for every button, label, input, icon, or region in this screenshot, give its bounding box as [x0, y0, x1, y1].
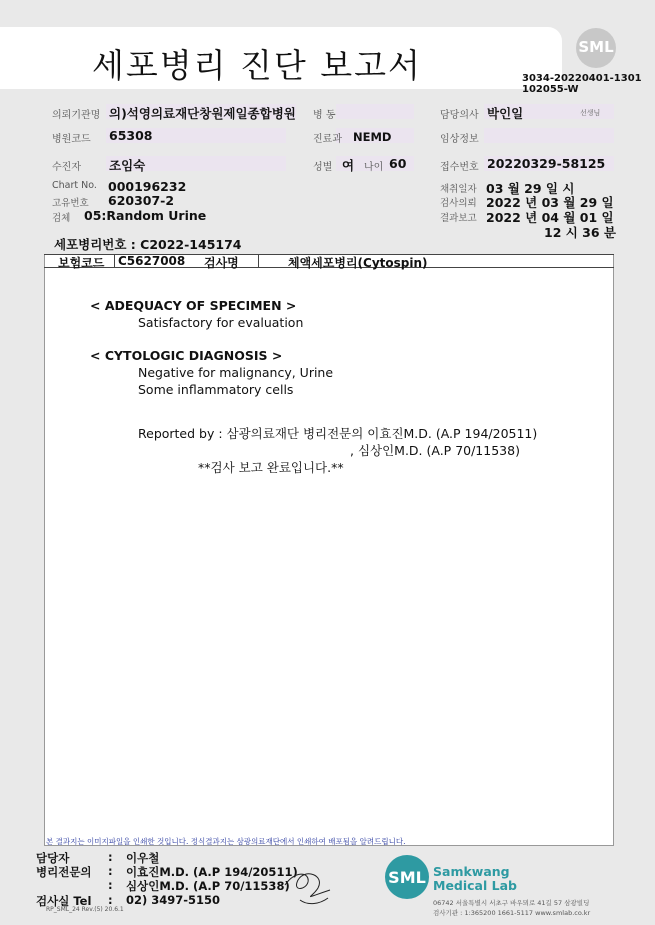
test-name-label: 검사명 [204, 256, 239, 270]
chart-number: 000196232 [108, 179, 187, 194]
sex-label: 성별 [313, 162, 333, 173]
receipt-label: 접수번호 [440, 162, 479, 173]
reported-by-2: , 심상인M.D. (A.P 70/11538) [350, 443, 520, 458]
ward-label: 병 동 [313, 110, 336, 121]
colon: : [108, 878, 113, 892]
age-label: 나이 [364, 162, 384, 173]
completion-note: **검사 보고 완료입니다.** [198, 460, 344, 475]
reported-by: Reported by : 삼광의료재단 병리전문의 이효진M.D. (A.P 194/20511) [138, 426, 538, 441]
pathologist-2: 심상인M.D. (A.P 70/11538) [126, 879, 290, 893]
dept-label: 진료과 [313, 134, 342, 145]
recipient: 조임숙 [109, 158, 146, 173]
pathologist-label: 병리전문의 [36, 865, 92, 879]
diagnosis-title: < CYTOLOGIC DIAGNOSIS > [90, 348, 283, 363]
sml-logo-top [576, 28, 616, 68]
report-title: 세포병리 진단 보고서 [92, 46, 422, 85]
request-date: 2022 년 03 월 29 일 [486, 195, 614, 210]
institution-label: 의뢰기관명 [52, 110, 101, 121]
doc-id-2: 102055-W [522, 84, 579, 95]
divider [258, 254, 259, 268]
tel-label: 검사실 Tel [36, 894, 92, 908]
age: 60 [389, 156, 407, 171]
field-bg [484, 128, 614, 143]
hospital-code: 65308 [109, 128, 153, 143]
contact: 검사기관 : 1:365200 1661-5117 www.smlab.co.kr [433, 909, 591, 917]
unique-label: 고유번호 [52, 198, 89, 209]
request-label: 검사의뢰 [440, 198, 477, 209]
logo-text: SML [578, 38, 614, 56]
divider [114, 254, 115, 268]
notice-text: 본 결과지는 이미지파일을 인쇄한 것입니다. 정식결과지는 삼광의료재단에서 인쇄하여 배포됨을 알려드립니다. [46, 837, 406, 846]
report-date: 2022 년 04 월 01 일 [486, 210, 614, 225]
collect-label: 채취일자 [440, 184, 477, 195]
form-code: RP_SML_24 Rev.(5) 20.6.1 [46, 906, 124, 913]
colon: : [108, 893, 113, 907]
colon: : [108, 850, 113, 864]
dept: NEMD [353, 130, 392, 144]
field-bg [336, 104, 414, 119]
manager-label: 담당자 [36, 851, 70, 865]
brand-line-1: Samkwang [433, 864, 510, 879]
logo-text: SML [388, 868, 426, 887]
pathologist-1: 이효진M.D. (A.P 194/20511) [126, 865, 298, 879]
doc-id-1: 3034-20220401-1301 [522, 73, 642, 84]
doctor-label: 담당의사 [440, 110, 479, 121]
colon: : [108, 864, 113, 878]
diagnosis-line: Some inflammatory cells [138, 382, 294, 397]
report-label: 결과보고 [440, 213, 477, 224]
receipt-number: 20220329-58125 [487, 156, 606, 171]
signature [280, 860, 340, 910]
specimen: 05:Random Urine [84, 208, 207, 223]
doctor-suffix: 선생님 [580, 109, 601, 117]
address: 06742 서울특별시 서초구 바우뫼로 41길 57 삼광빌딩 [433, 899, 590, 907]
report-time: 12 시 36 분 [544, 225, 616, 240]
result-box [44, 254, 614, 846]
brand-line-2: Medical Lab [433, 878, 517, 893]
clinical-label: 임상정보 [440, 134, 479, 145]
insurance-code: C5627008 [118, 254, 186, 268]
diagnosis-line: Negative for malignancy, Urine [138, 365, 334, 380]
manager: 이우철 [126, 851, 160, 865]
tel: 02) 3497-5150 [126, 893, 221, 907]
specimen-label: 검체 [52, 213, 71, 224]
chart-label: Chart No. [52, 180, 97, 191]
institution: 의)석영의료재단창원제일종합병원 [109, 106, 296, 121]
collect-date: 03 월 29 일 시 [486, 181, 575, 196]
test-name: 체액세포병리(Cytospin) [288, 256, 428, 270]
hospital-code-label: 병원코드 [52, 134, 91, 145]
adequacy-value: Satisfactory for evaluation [138, 315, 304, 330]
unique-number: 620307-2 [108, 193, 175, 208]
adequacy-title: < ADEQUACY OF SPECIMEN > [90, 298, 297, 313]
sml-logo-footer [385, 855, 429, 899]
sex: 여 [342, 158, 355, 173]
insurance-code-label: 보험코드 [58, 256, 105, 270]
cytology-number: 세포병리번호 : C2022-145174 [54, 237, 242, 252]
recipient-label: 수진자 [52, 162, 81, 173]
doctor: 박인일 [487, 106, 524, 121]
